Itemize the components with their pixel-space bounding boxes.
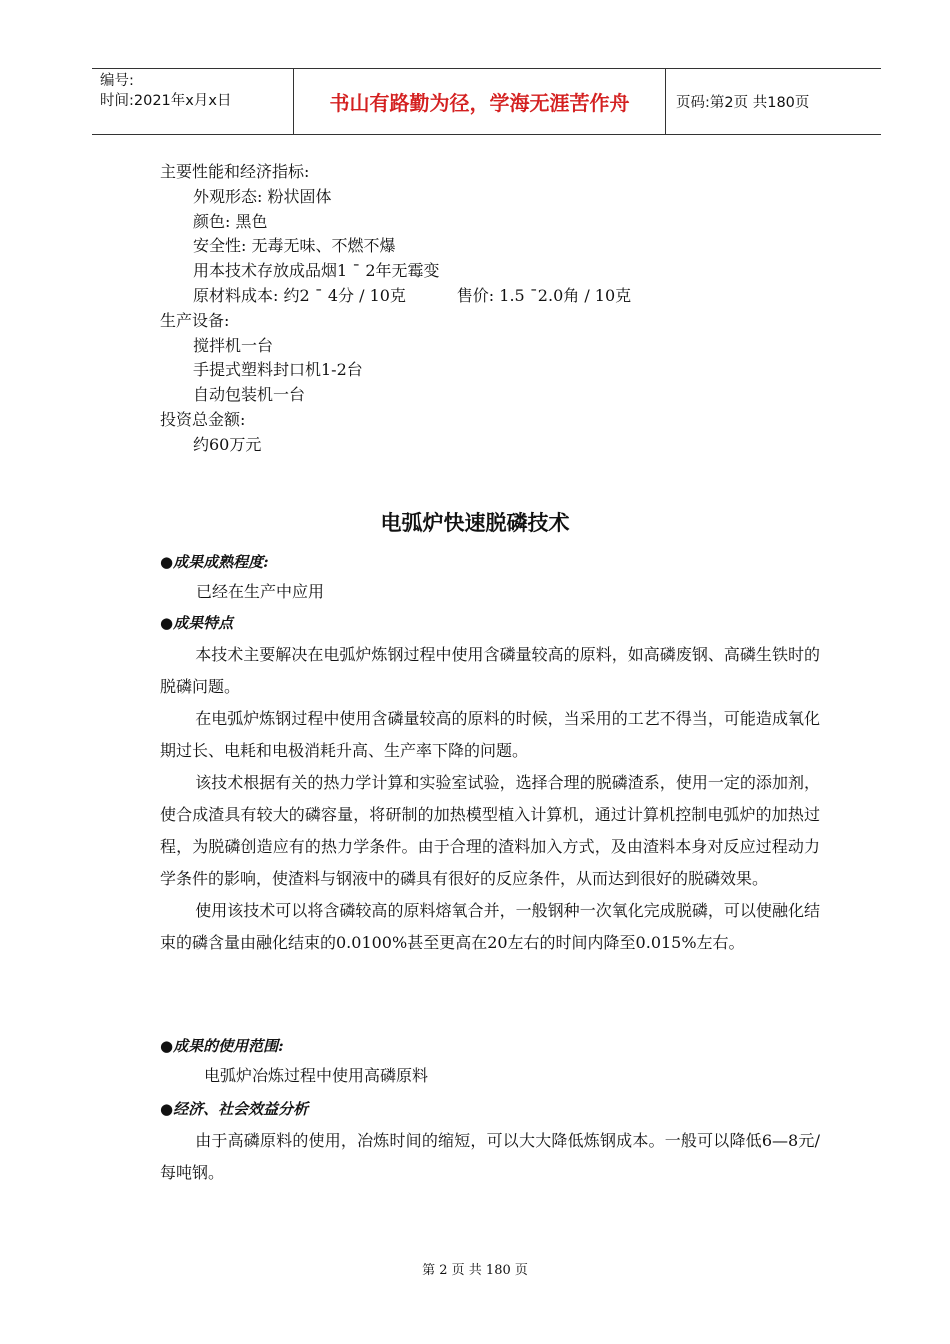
scope-section bbox=[160, 1034, 820, 1092]
article-title: 电弧炉快速脱磷技术 bbox=[380, 511, 570, 535]
features-paragraph: 使用该技术可以将含磷较高的原料熔氧合并，一般钢种一次氧化完成脱磷，可以使融化结束的磷含量由融化结束的0.0100%甚至更高在20左右的时间内降至0.015%左右。 bbox=[160, 901, 820, 952]
equipment-item: 自动包装机一台 bbox=[193, 385, 306, 405]
spec-item: 安全性: 无毒无味、不燃不爆 bbox=[193, 236, 396, 256]
features-paragraph: 该技术根据有关的热力学计算和实验室试验，选择合理的脱磷渣系，使用一定的添加剂，使合成渣具有较大的磷容量，将研制的加热模型植入计算机，通过计算机控制电弧炉的加热过程，为脱磷创造应有的热力学条件。由于合理的渣料加入方式，及由渣料本身对反应过程动力学条件的影响，使渣料与钢液中的磷具有很好的反应条件，从而达到很好的脱磷效果。 bbox=[160, 773, 820, 888]
equipment-item: 搅拌机一台 bbox=[193, 335, 274, 355]
equipment-heading: 生产设备: bbox=[160, 310, 230, 330]
page-header bbox=[92, 68, 881, 135]
equipment-item: 手提式塑料封口机1-2台 bbox=[193, 360, 363, 380]
bullet-icon: ● bbox=[160, 614, 174, 632]
bullet-icon: ● bbox=[160, 553, 174, 571]
bullet-icon: ● bbox=[160, 1037, 174, 1055]
investment-heading: 投资总金额: bbox=[160, 409, 246, 429]
scope-text: 电弧炉冶炼过程中使用高磷原料 bbox=[204, 1066, 429, 1085]
maturity-heading: ●成果成熟程度: bbox=[160, 553, 269, 571]
features-paragraph: 在电弧炉炼钢过程中使用含磷量较高的原料的时候，当采用的工艺不得当，可能造成氧化期过长、电耗和电极消耗升高、生产率下降的问题。 bbox=[160, 709, 820, 760]
page-footer: 第 2 页 共 180 页 bbox=[422, 1263, 528, 1278]
features-paragraph: 本技术主要解决在电弧炉炼钢过程中使用含磷量较高的原料，如高磷废钢、高磷生铁时的脱磷问题。 bbox=[160, 645, 820, 696]
bullet-icon: ● bbox=[160, 1100, 174, 1118]
specs-heading: 主要性能和经济指标: bbox=[160, 162, 310, 181]
code-label: 编号: bbox=[100, 73, 134, 89]
specs-block bbox=[160, 160, 800, 458]
spec-item: 原材料成本: 约2 ¯ 4分 / 10克 售价: 1.5 ¯2.0角 / 10克 bbox=[193, 285, 632, 305]
time-label: 时间:2021年x月x日 bbox=[100, 93, 232, 109]
benefit-text: 由于高磷原料的使用，冶炼时间的缩短，可以大大降低炼钢成本。一般可以降低6—8元/每吨钢。 bbox=[160, 1131, 820, 1182]
maturity-text: 已经在生产中应用 bbox=[196, 582, 325, 601]
investment-value: 约60万元 bbox=[193, 434, 262, 454]
header-meta bbox=[92, 69, 293, 134]
features-heading: ●成果特点 bbox=[160, 614, 234, 632]
spec-item: 用本技术存放成品烟1 ¯ 2年无霉变 bbox=[193, 261, 440, 281]
scope-heading: ●成果的使用范围: bbox=[160, 1037, 284, 1055]
maturity-section bbox=[160, 550, 820, 608]
spec-item: 颜色: 黑色 bbox=[193, 211, 268, 231]
motto: 书山有路勤为径，学海无涯苦作舟 bbox=[293, 69, 666, 134]
benefit-section bbox=[160, 1097, 820, 1189]
benefit-heading: ●经济、社会效益分析 bbox=[160, 1100, 309, 1118]
page-label: 页码:第2页 共180页 bbox=[676, 95, 810, 111]
spec-item: 外观形态: 粉状固体 bbox=[193, 186, 332, 206]
features-section bbox=[160, 611, 820, 959]
